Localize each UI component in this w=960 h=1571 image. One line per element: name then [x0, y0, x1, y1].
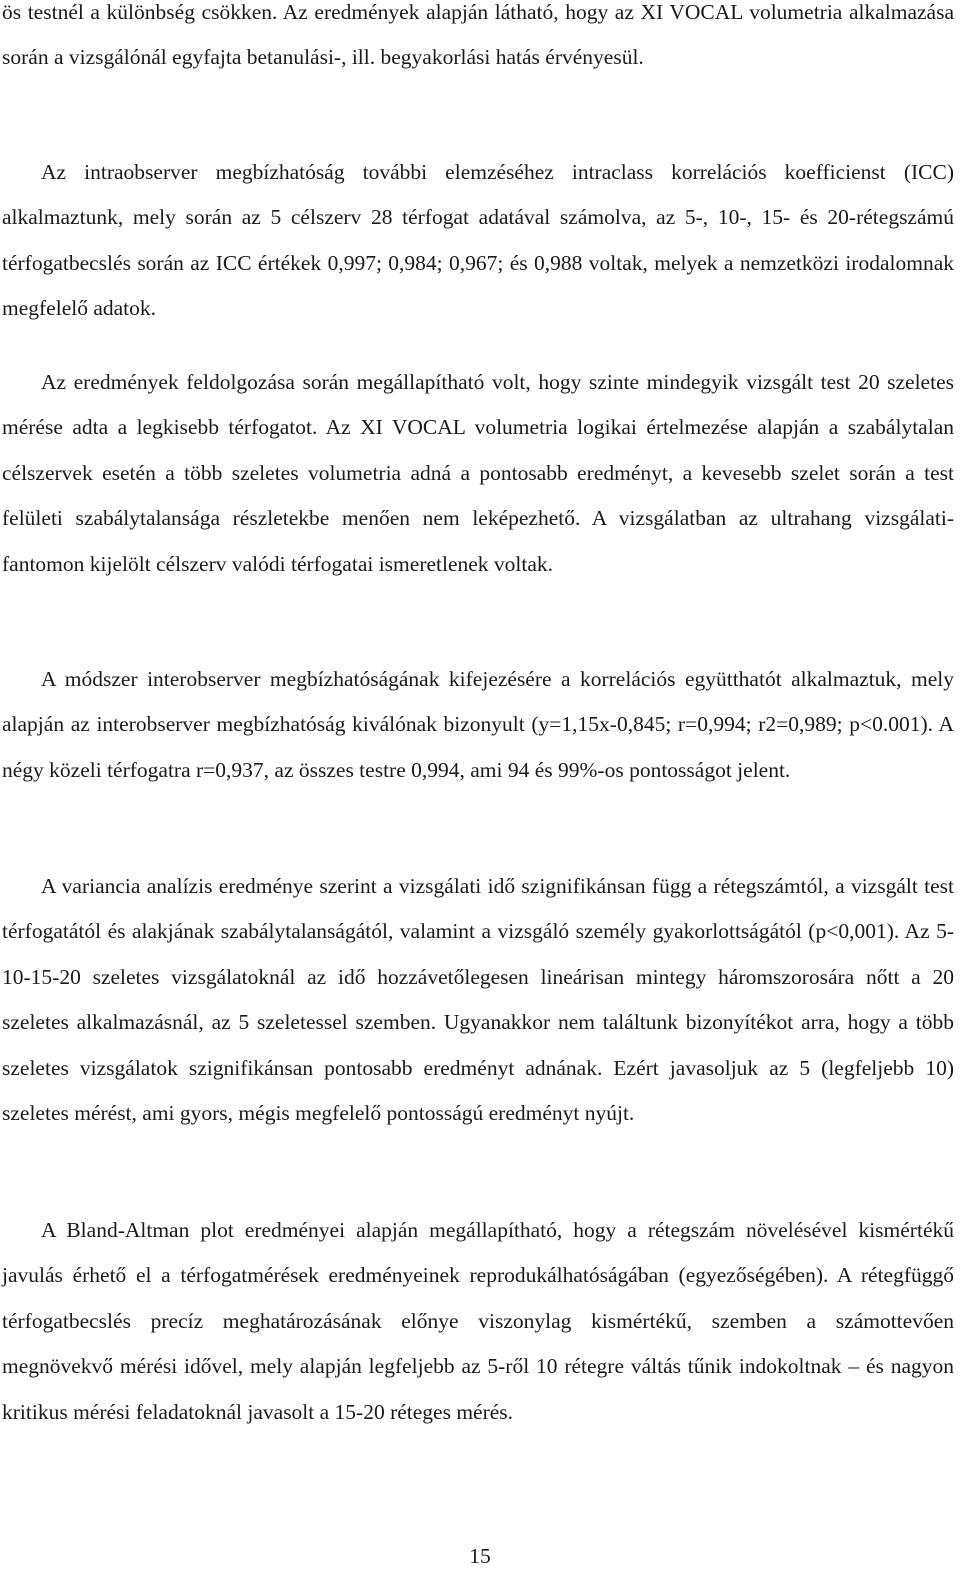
page-number: 15: [469, 1544, 491, 1568]
paragraph-continuation: ös testnél a különbség csökken. Az eredmények alapján látható, hogy az XI VOCAL volumetria alkalmazása során a vizsgálónál egyfajta betanulási-, ill. begyakorlási hatás érvényesül.: [2, 0, 954, 70]
paragraph-results-processing: Az eredmények feldolgozása során megállapítható volt, hogy szinte mindegyik vizsgált test 20 szeletes mérése adta a legkisebb térfogatot. Az XI VOCAL volumetria logikai értelmezése alapján a szabálytalan célszervek esetén a több szeletes volumetria adná a pontosabb eredményt, a kevesebb szelet során a test felületi szabálytalansága részletekbe menően nem leképezhető. A vizsgálatban az ultrahang vizsgálati-fantomon kijelölt célszerv valódi térfogatai ismeretlenek voltak.: [2, 370, 954, 576]
paragraph-interobserver: A módszer interobserver megbízhatóságának kifejezésére a korrelációs együtthatót alkalmaztuk, mely alapján az interobserver megbízhatóság kiválónak bizonyult (y=1,15x-0,845; r=0,994; r2=0,989; p<0.001). A négy közeli térfogatra r=0,937, az összes testre 0,994, ami 94 és 99%-os pontosságot jelent.: [2, 667, 954, 782]
paragraph-bland-altman: A Bland-Altman plot eredményei alapján megállapítható, hogy a rétegszám növelésével kismértékű javulás érhető el a térfogatmérések eredményeinek reprodukálhatóságában (egyezőségében). A rétegfüggő térfogatbecslés precíz meghatározásának előnye viszonylag kismértékű, szemben a számottevően megnövekvő mérési idővel, mely alapján legfeljebb az 5-ről 10 rétegre váltás tűnik indokoltnak – és nagyon kritikus mérési feladatoknál javasolt a 15-20 réteges mérés.: [2, 1218, 954, 1424]
paragraph-intraobserver-icc: Az intraobserver megbízhatóság további elemzéséhez intraclass korrelációs koefficienst (ICC) alkalmaztunk, mely során az 5 célszerv 28 térfogat adatával számolva, az 5-, 10-, 15- és 20-rétegszámú térfogatbecslés során az ICC értékek 0,997; 0,984; 0,967; és 0,988 voltak, melyek a nemzetközi irodalomnak megfelelő adatok.: [2, 160, 954, 321]
paragraph-variance-analysis: A variancia analízis eredménye szerint a vizsgálati idő szignifikánsan függ a rétegszámtól, a vizsgált test térfogatától és alakjának szabálytalanságától, valamint a vizsgáló személy gyakorlottságától (p<0,001). Az 5-10-15-20 szeletes vizsgálatoknál az idő hozzávetőlegesen lineárisan mintegy háromszorosára nőtt a 20 szeletes alkalmazásnál, az 5 szeletessel szemben. Ugyanakkor nem találtunk bizonyítékot arra, hogy a több szeletes vizsgálatok szignifikánsan pontosabb eredményt adnának. Ezért javasoljuk az 5 (legfeljebb 10) szeletes mérést, ami gyors, mégis megfelelő pontosságú eredményt nyújt.: [2, 874, 954, 1126]
